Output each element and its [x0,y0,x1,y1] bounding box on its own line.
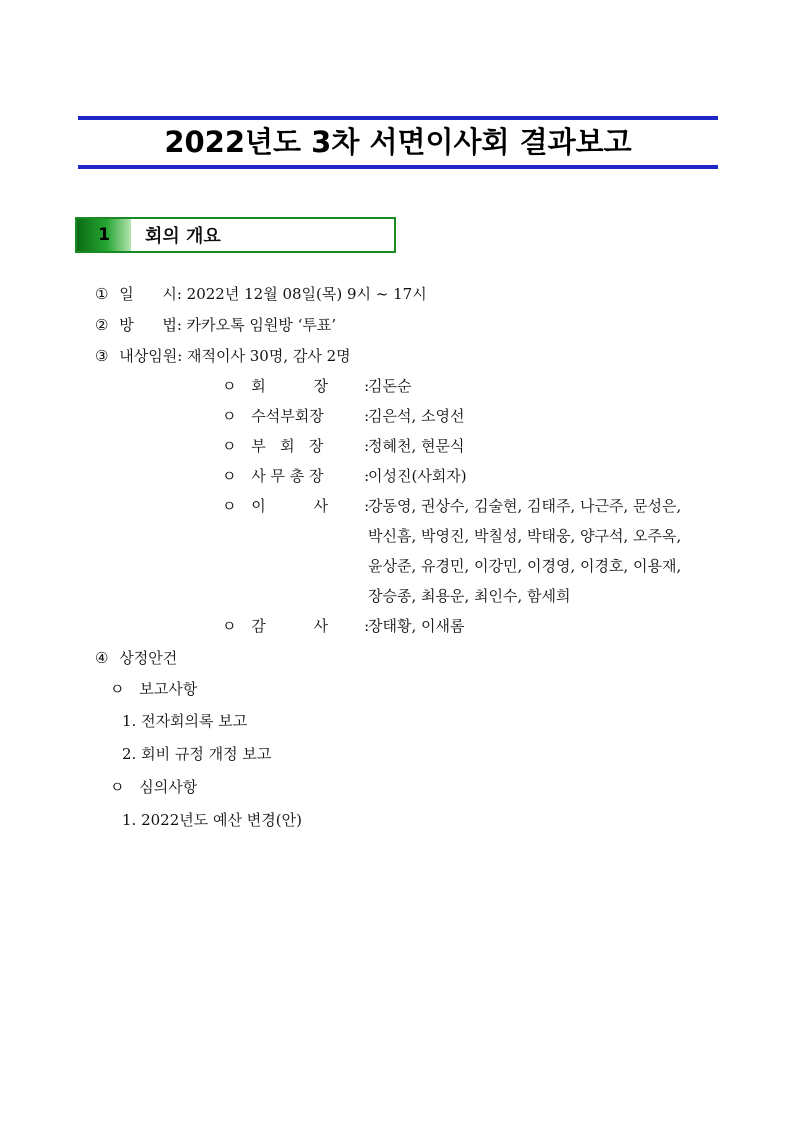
role-row-auditors [222,616,369,636]
report-item: 2. 회비 규정 개정 보고 [122,745,272,763]
role-row-vice [222,436,369,456]
role-bullet: ㅇ [222,377,237,395]
role-label: 회 장 [251,377,328,395]
role-label: 수석부회장 [251,407,324,425]
document-title-banner [78,116,718,169]
agenda-heading [95,648,177,668]
role-row-secretary-general [222,466,369,486]
deliberation-heading [110,777,197,797]
role-bullet: ㅇ [222,437,237,455]
role-names: 박신흠, 박영진, 박칠성, 박태웅, 양구석, 오주옥, [368,527,682,545]
role-label: 부 회 장 [251,437,324,455]
overview-attendees [95,346,351,366]
role-names: 김돈순 [368,377,412,395]
role-names: 강동영, 권상수, 김술현, 김태주, 나근주, 문성은, [368,497,682,515]
agenda-label: 상정안건 [119,649,178,667]
deliberation-label: 심의사항 [139,778,198,796]
deliberation-bullet: ㅇ [110,778,125,796]
role-label: 감 사 [251,617,328,635]
date-label: 일 시: [119,285,182,303]
report-label: 보고사항 [139,680,198,698]
role-separator: : [364,497,370,515]
role-row-directors [222,496,369,516]
role-separator: : [364,437,370,455]
method-label: 방 법: [119,316,182,334]
role-names: 윤상준, 유경민, 이강민, 이경영, 이경호, 이용재, [368,557,682,575]
section-number: 1 [77,219,131,251]
role-bullet: ㅇ [222,617,237,635]
role-bullet: ㅇ [222,407,237,425]
report-item: 1. 전자회의록 보고 [122,712,248,730]
overview-method [95,315,336,335]
role-separator: : [364,377,370,395]
marker-1: ① [95,285,109,303]
title-bottom-rule [78,165,718,169]
role-row-chair [222,376,369,396]
title-top-rule [78,116,718,120]
attendees-label: 내상임원: [119,347,183,365]
role-names: 정혜천, 현문식 [368,437,465,455]
section-header [75,217,396,253]
role-separator: : [364,617,370,635]
marker-4: ④ [95,649,109,667]
marker-3: ③ [95,347,109,365]
marker-2: ② [95,316,109,334]
report-bullet: ㅇ [110,680,125,698]
method-value: 카카오톡 임원방 ‘투표’ [186,316,337,334]
section-title: 회의 개요 [145,226,221,247]
date-value: 2022년 12월 08일(목) 9시 ~ 17시 [186,285,427,303]
report-heading [110,679,197,699]
role-bullet: ㅇ [222,497,237,515]
deliberation-item: 1. 2022년도 예산 변경(안) [122,811,302,829]
role-separator: : [364,467,370,485]
role-names: 장승종, 최용운, 최인수, 함세희 [368,587,571,605]
role-label: 이 사 [251,497,328,515]
attendees-value: 재적이사 30명, 감사 2명 [187,347,351,365]
overview-date [95,284,427,304]
role-bullet: ㅇ [222,467,237,485]
role-names: 김은석, 소영선 [368,407,465,425]
role-label: 사 무 총 장 [251,467,324,485]
role-separator: : [364,407,370,425]
role-names: 장태황, 이새롬 [368,617,465,635]
document-title: 2022년도 3차 서면이사회 결과보고 [164,125,632,159]
role-row-senior-vice [222,406,369,426]
role-names: 이성진(사회자) [368,467,467,485]
